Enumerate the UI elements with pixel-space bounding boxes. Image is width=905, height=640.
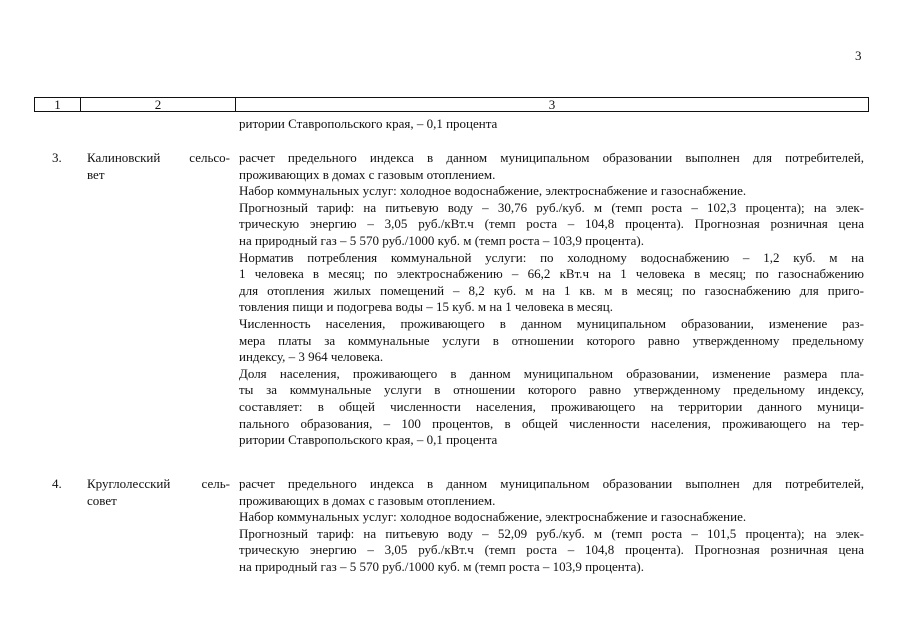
page-number: 3	[855, 48, 862, 63]
description-line: пального образования, – 100 процентов, в общей численности населения, проживающего на тер-	[239, 415, 864, 431]
table-header-row	[34, 97, 869, 112]
description-line: Прогнозный тариф: на питьевую воду – 30,76 руб./куб. м (темп роста – 102,3 процента); на элек-	[239, 199, 864, 215]
description-line: проживающих в домах с газовым отоплением.	[239, 492, 496, 508]
description-line: индексу, – 3 964 человека.	[239, 349, 384, 365]
table-header-col-3: 3	[548, 97, 556, 112]
description-line: для отопления жилых помещений – 8,2 куб. м на 1 кв. м в месяц; по газоснабжению для приго-	[239, 282, 864, 298]
row-description	[239, 476, 864, 576]
row-description	[239, 150, 864, 449]
description-line: на природный газ – 5 570 руб./1000 куб. м (темп роста – 103,9 процента).	[239, 232, 644, 248]
municipality-name-line: вет	[87, 166, 105, 182]
table-header-col-1: 1	[35, 98, 81, 111]
description-line: Набор коммунальных услуг: холодное водоснабжение, электроснабжение и газоснабжение.	[239, 183, 747, 199]
description-line: 1 человека в месяц; по электроснабжению – 66,2 кВт.ч на 1 человека в месяц; по газоснабжению	[239, 266, 864, 282]
municipality-name-line: совет	[87, 492, 117, 508]
municipality-name	[87, 150, 230, 183]
municipality-name-line: Круглолесский сель-	[87, 476, 230, 491]
description-line: ритории Ставропольского края, – 0,1 процента	[239, 432, 498, 448]
row-number: 3.	[52, 150, 62, 165]
row-number: 4.	[52, 476, 62, 491]
description-line: ты за коммунальные услуги в отношении которого равно утвержденному предельному индексу,	[239, 382, 864, 398]
description-line: трическую энергию – 3,05 руб./кВт.ч (темп роста – 104,8 процента). Прогнозная розничная цена	[239, 216, 864, 232]
description-line: расчет предельного индекса в данном муниципальном образовании выполнен для потребителей,	[239, 150, 864, 165]
description-line: Доля населения, проживающего в данном муниципальном образовании, изменение размера пла-	[239, 365, 864, 381]
description-line: составляет: в общей численности населения, проживающего на территории данного муници-	[239, 398, 864, 414]
description-line: расчет предельного индекса в данном муниципальном образовании выполнен для потребителей,	[239, 476, 864, 491]
description-line: Численность населения, проживающего в данном муниципальном образовании, изменение раз-	[239, 315, 864, 331]
description-line: проживающих в домах с газовым отоплением.	[239, 166, 496, 182]
description-line: на природный газ – 5 570 руб./1000 куб. м (темп роста – 103,9 процента).	[239, 558, 644, 574]
table-header-col-2: 2	[81, 98, 236, 111]
description-line: трическую энергию – 3,05 руб./кВт.ч (темп роста – 104,8 процента). Прогнозная розничная цена	[239, 542, 864, 558]
continuation-text: ритории Ставропольского края, – 0,1 процента	[239, 116, 498, 131]
description-line: Прогнозный тариф: на питьевую воду – 52,09 руб./куб. м (темп роста – 101,5 процента); на элек-	[239, 525, 864, 541]
municipality-name-line: Калиновский сельсо-	[87, 150, 230, 165]
description-line: Норматив потребления коммунальной услуги: по холодному водоснабжению – 1,2 куб. м на	[239, 249, 864, 265]
municipality-name	[87, 476, 230, 509]
description-line: Набор коммунальных услуг: холодное водоснабжение, электроснабжение и газоснабжение.	[239, 509, 747, 525]
description-line: мера платы за коммунальные услуги в отношении которого равно утвержденному предельному	[239, 332, 864, 348]
description-line: товления пищи и подогрева воды – 15 куб. м на 1 человека в месяц.	[239, 299, 613, 315]
